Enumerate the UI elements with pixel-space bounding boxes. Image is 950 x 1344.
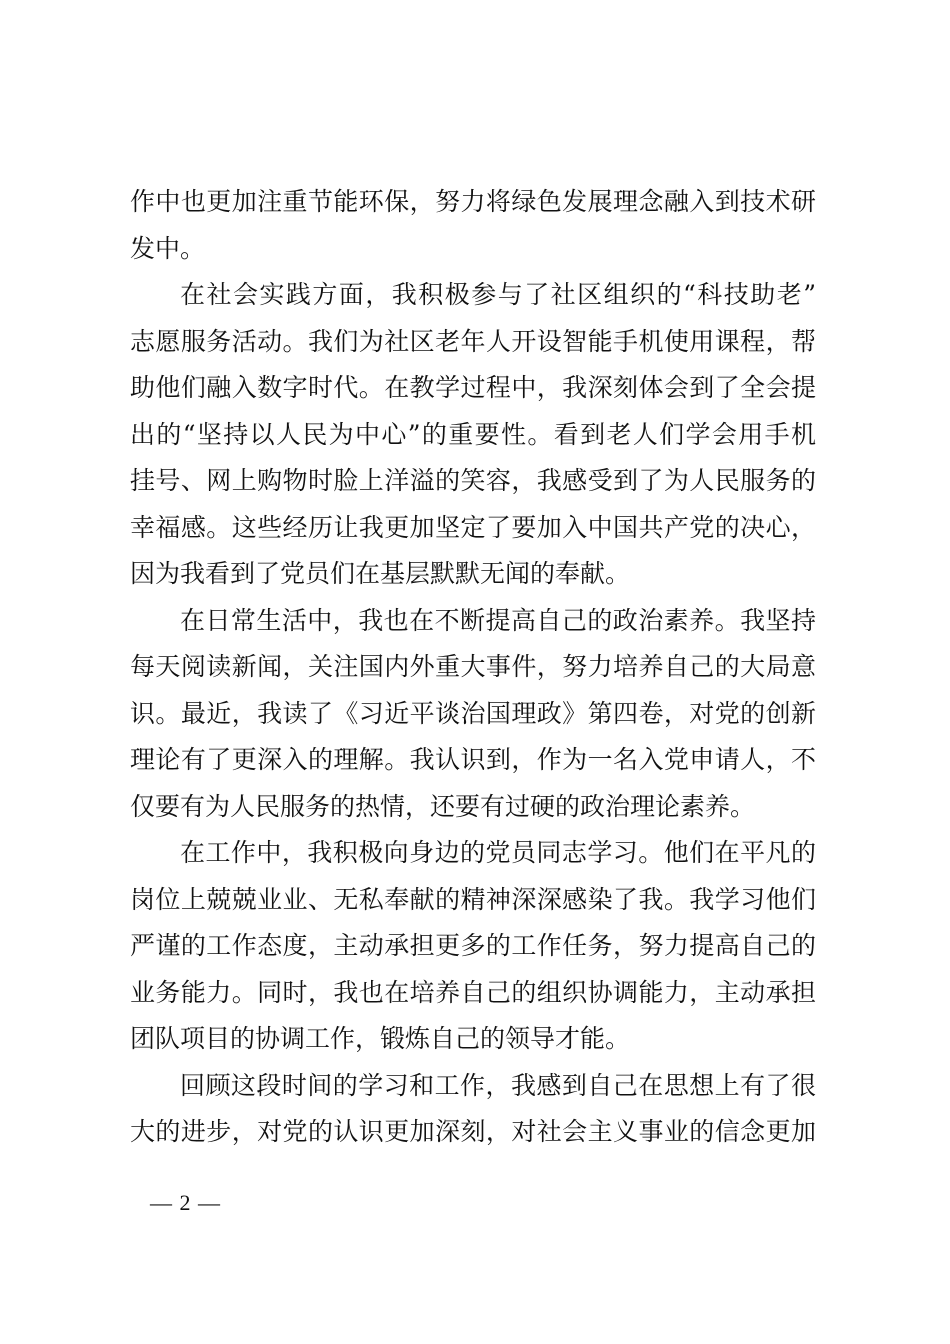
text-line-12: 识。最近，我读了《习近平谈治国理政》第四卷，对党的创新 bbox=[130, 698, 816, 728]
text-line-18: 业务能力。同时，我也在培养自己的组织协调能力，主动承担 bbox=[130, 977, 816, 1007]
text-line-10: 在日常生活中，我也在不断提高自己的政治素养。我坚持 bbox=[180, 605, 816, 635]
text-line-5: 助他们融入数字时代。在教学过程中，我深刻体会到了全会提 bbox=[130, 373, 816, 402]
text-line-14: 仅要有为人民服务的热情，还要有过硬的政治理论素养。 bbox=[130, 791, 756, 821]
text-line-7: 挂号、网上购物时脸上洋溢的笑容，我感受到了为人民服务的 bbox=[130, 466, 816, 495]
text-line-6: 出的“坚持以人民为中心”的重要性。看到老人们学会用手机 bbox=[130, 419, 816, 449]
text-line-9: 因为我看到了党员们在基层默默无闻的奉献。 bbox=[130, 559, 631, 588]
text-line-3: 在社会实践方面，我积极参与了社区组织的“科技助老” bbox=[180, 280, 816, 309]
text-line-1: 作中也更加注重节能环保，努力将绿色发展理念融入到技术研 bbox=[130, 187, 816, 216]
text-line-15: 在工作中，我积极向身边的党员同志学习。他们在平凡的 bbox=[180, 838, 816, 867]
text-line-17: 严谨的工作态度，主动承担更多的工作任务，努力提高自己的 bbox=[130, 931, 816, 960]
text-line-19: 团队项目的协调工作，锻炼自己的领导才能。 bbox=[130, 1024, 631, 1053]
text-line-11: 每天阅读新闻，关注国内外重大事件，努力培养自己的大局意 bbox=[130, 652, 816, 681]
page-number: — 2 — bbox=[150, 1190, 221, 1215]
text-line-2: 发中。 bbox=[130, 233, 206, 263]
text-line-4: 志愿服务活动。我们为社区老年人开设智能手机使用课程，帮 bbox=[130, 326, 816, 356]
text-line-16: 岗位上兢兢业业、无私奉献的精神深深感染了我。我学习他们 bbox=[130, 884, 816, 914]
text-line-21: 大的进步，对党的认识更加深刻，对社会主义事业的信念更加 bbox=[130, 1117, 816, 1146]
text-line-13: 理论有了更深入的理解。我认识到，作为一名入党申请人，不 bbox=[130, 745, 816, 774]
document-body bbox=[130, 179, 816, 1156]
text-line-8: 幸福感。这些经历让我更加坚定了要加入中国共产党的决心， bbox=[130, 512, 816, 542]
text-line-20: 回顾这段时间的学习和工作，我感到自己在思想上有了很 bbox=[180, 1070, 816, 1100]
